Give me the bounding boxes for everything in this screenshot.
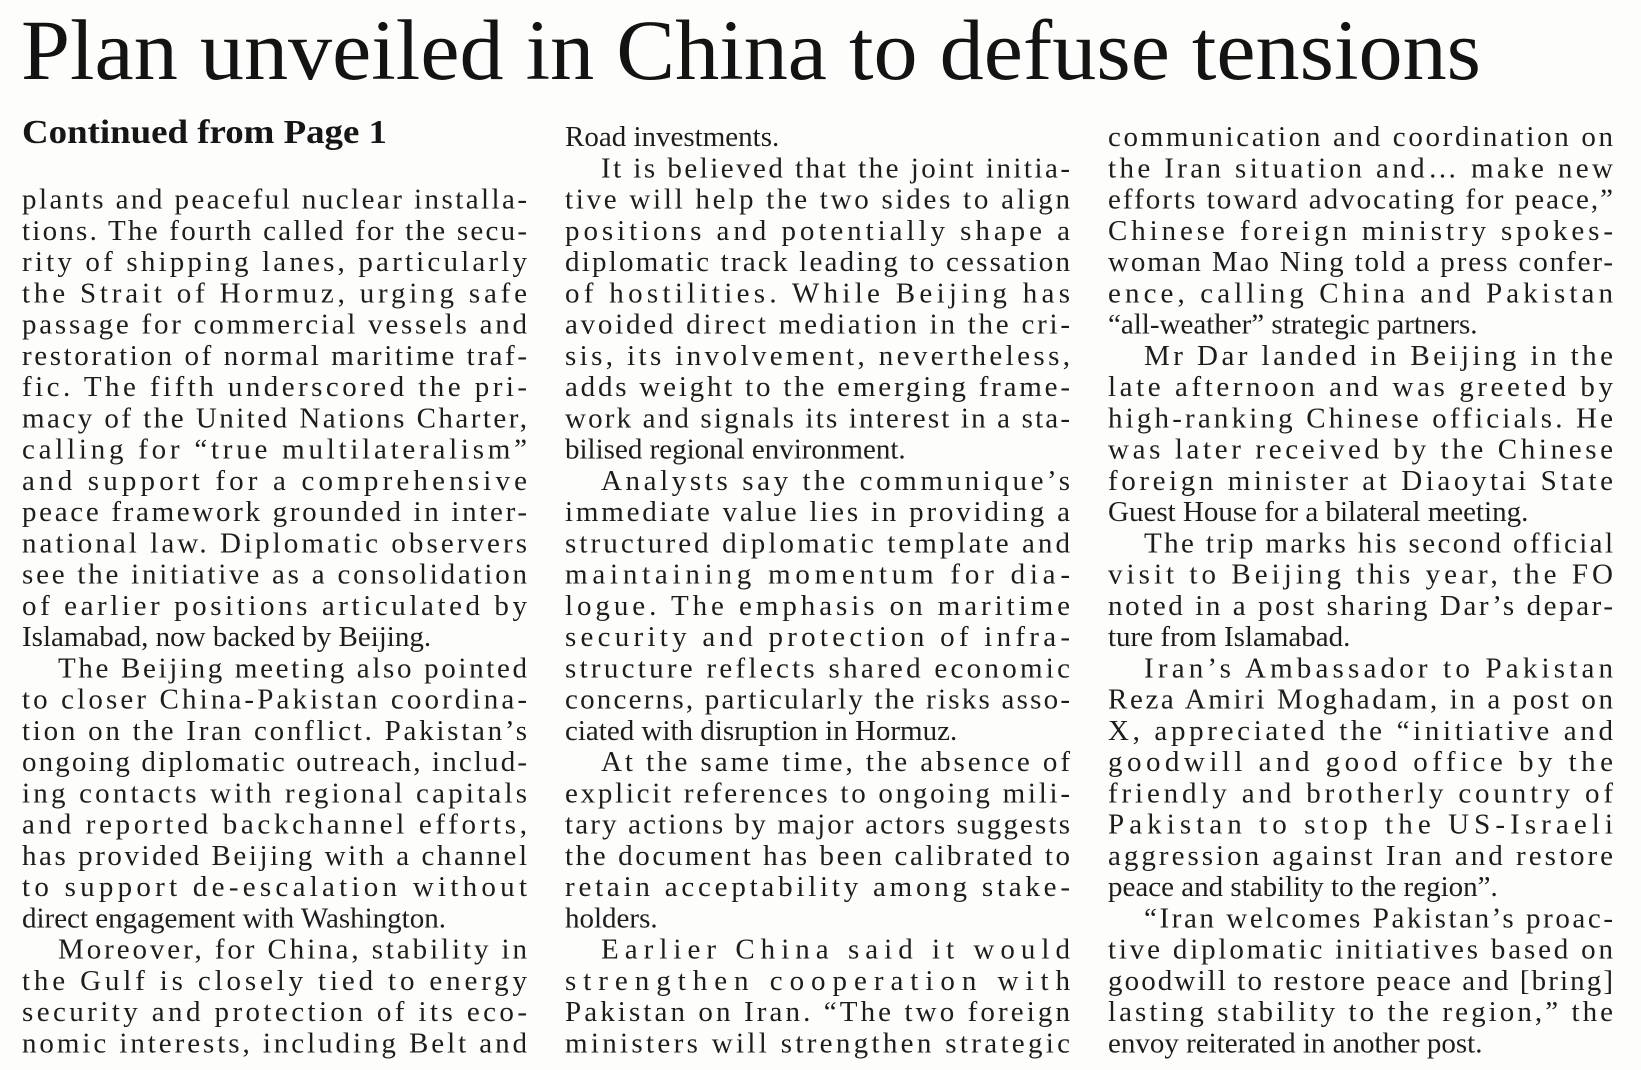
- article-line: At the same time, the absence of: [601, 746, 1070, 778]
- article-line: The trip marks his second official: [1144, 527, 1613, 560]
- article-line: tary actions by major actors suggests: [565, 808, 1070, 841]
- article-line: late afternoon and was greeted by: [1108, 371, 1613, 403]
- column-text: [22, 0, 537, 1070]
- article-line: envoy reiterated in another post.: [1108, 1027, 1483, 1060]
- article-line: lasting stability to the region,” the: [1108, 996, 1613, 1028]
- article-line: sis, its involvement, nevertheless,: [565, 339, 1070, 372]
- article-line: tion on the Iran conflict. Pakistan’s: [22, 714, 527, 747]
- article-line: Guest House for a bilateral meeting.: [1108, 496, 1529, 528]
- article-line: to closer China-Pakistan coordina-: [22, 683, 527, 716]
- article-line: Iran’s Ambassador to Pakistan: [1144, 652, 1613, 685]
- article-line: strengthen cooperation with: [565, 964, 1070, 997]
- article-line: goodwill and good office by the: [1108, 746, 1613, 778]
- article-line: noted in a post sharing Dar’s depar-: [1108, 589, 1613, 622]
- article-line: plants and peaceful nuclear installa-: [22, 183, 527, 216]
- article-line: tive will help the two sides to align: [565, 183, 1070, 216]
- article-line: ence, calling China and Pakistan: [1108, 277, 1613, 310]
- article-line: The Beijing meeting also pointed: [58, 652, 527, 685]
- article-line: ciated with disruption in Hormuz.: [565, 714, 958, 747]
- article-headline: Plan unveiled in China to defuse tensions: [21, 2, 1481, 98]
- article-line: nomic interests, including Belt and: [22, 1027, 527, 1060]
- article-line: high-ranking Chinese officials. He: [1108, 402, 1613, 435]
- article-line: peace framework grounded in inter-: [22, 496, 527, 528]
- article-line: woman Mao Ning told a press confer-: [1108, 246, 1613, 278]
- article-line: Pakistan to stop the US-Israeli: [1108, 808, 1613, 841]
- article-line: bilised regional environment.: [565, 433, 906, 466]
- article-line: calling for “true multilateralism”: [22, 433, 527, 466]
- article-line: rity of shipping lanes, particularly: [22, 246, 527, 278]
- article-line: Chinese foreign ministry spokes-: [1108, 214, 1613, 247]
- article-line: fic. The fifth underscored the pri-: [22, 371, 527, 403]
- article-line: Pakistan on Iran. “The two foreign: [565, 996, 1070, 1028]
- article-line: Moreover, for China, stability in: [58, 933, 527, 966]
- article-line: Mr Dar landed in Beijing in the: [1144, 339, 1613, 372]
- article-line: It is believed that the joint initia-: [601, 152, 1070, 185]
- article-line: positions and potentially shape a: [565, 214, 1070, 247]
- article-line: tive diplomatic initiatives based on: [1108, 933, 1613, 966]
- article-line: passage for commercial vessels and: [22, 308, 527, 341]
- article-line: X, appreciated the “initiative and: [1108, 714, 1613, 747]
- column-text: [565, 0, 1080, 1070]
- article-line: peace and stability to the region”.: [1108, 871, 1498, 903]
- article-line: of earlier positions articulated by: [22, 589, 527, 622]
- continued-from-label: Continued from Page 1: [22, 114, 388, 151]
- article-line: security and protection of infra-: [565, 621, 1070, 653]
- article-line: security and protection of its eco-: [22, 996, 527, 1028]
- article-line: efforts toward advocating for peace,”: [1108, 183, 1613, 216]
- article-line: tions. The fourth called for the secu-: [22, 214, 527, 247]
- article-line: Analysts say the communique’s: [601, 464, 1070, 497]
- article-line: and reported backchannel efforts,: [22, 808, 527, 841]
- article-line: restoration of normal maritime traf-: [22, 339, 527, 372]
- article-line: Islamabad, now backed by Beijing.: [22, 621, 432, 653]
- article-line: the Iran situation and… make new: [1108, 152, 1613, 185]
- article-line: goodwill to restore peace and [bring]: [1108, 964, 1613, 997]
- article-line: immediate value lies in providing a: [565, 496, 1070, 528]
- article-column-1: [22, 0, 537, 1070]
- article-line: concerns, particularly the risks asso-: [565, 683, 1070, 716]
- article-line: see the initiative as a consolidation: [22, 558, 527, 591]
- article-line: holders.: [565, 902, 658, 935]
- column-text: [1108, 0, 1623, 1070]
- article-line: to support de-escalation without: [22, 871, 527, 903]
- article-line: structured diplomatic template and: [565, 527, 1070, 560]
- article-line: Earlier China said it would: [601, 933, 1070, 966]
- article-column-2: [565, 0, 1080, 1070]
- article-line: work and signals its interest in a sta-: [565, 402, 1070, 435]
- article-line: avoided direct mediation in the cri-: [565, 308, 1070, 341]
- article-line: aggression against Iran and restore: [1108, 839, 1613, 872]
- article-line: ture from Islamabad.: [1108, 621, 1351, 653]
- article-line: and support for a comprehensive: [22, 464, 527, 497]
- article-line: was later received by the Chinese: [1108, 433, 1613, 466]
- article-line: logue. The emphasis on maritime: [565, 589, 1070, 622]
- article-line: Road investments.: [565, 121, 780, 153]
- article-line: ing contacts with regional capitals: [22, 777, 527, 810]
- article-line: structure reflects shared economic: [565, 652, 1070, 685]
- article-line: visit to Beijing this year, the FO: [1108, 558, 1613, 591]
- article-line: ongoing diplomatic outreach, includ-: [22, 746, 527, 778]
- article-line: adds weight to the emerging frame-: [565, 371, 1070, 403]
- article-line: the document has been calibrated to: [565, 839, 1070, 872]
- article-line: diplomatic track leading to cessation: [565, 246, 1070, 278]
- article-line: maintaining momentum for dia-: [565, 558, 1070, 591]
- article-line: the Gulf is closely tied to energy: [22, 964, 527, 997]
- article-line: the Strait of Hormuz, urging safe: [22, 277, 527, 310]
- article-column-3: [1108, 0, 1623, 1070]
- article-line: macy of the United Nations Charter,: [22, 402, 527, 435]
- article-line: friendly and brotherly country of: [1108, 777, 1613, 810]
- article-line: foreign minister at Diaoytai State: [1108, 464, 1613, 497]
- article-line: direct engagement with Washington.: [22, 902, 446, 935]
- article-line: of hostilities. While Beijing has: [565, 277, 1070, 310]
- article-line: explicit references to ongoing mili-: [565, 777, 1070, 810]
- article-line: “Iran welcomes Pakistan’s proac-: [1144, 902, 1613, 935]
- article-line: national law. Diplomatic observers: [22, 527, 527, 560]
- article-line: ministers will strengthen strategic: [565, 1027, 1070, 1060]
- article-line: retain acceptability among stake-: [565, 871, 1070, 903]
- article-line: has provided Beijing with a channel: [22, 839, 527, 872]
- article-line: Reza Amiri Moghadam, in a post on: [1108, 683, 1613, 716]
- article-line: communication and coordination on: [1108, 121, 1613, 153]
- article-line: “all-weather” strategic partners.: [1108, 308, 1478, 341]
